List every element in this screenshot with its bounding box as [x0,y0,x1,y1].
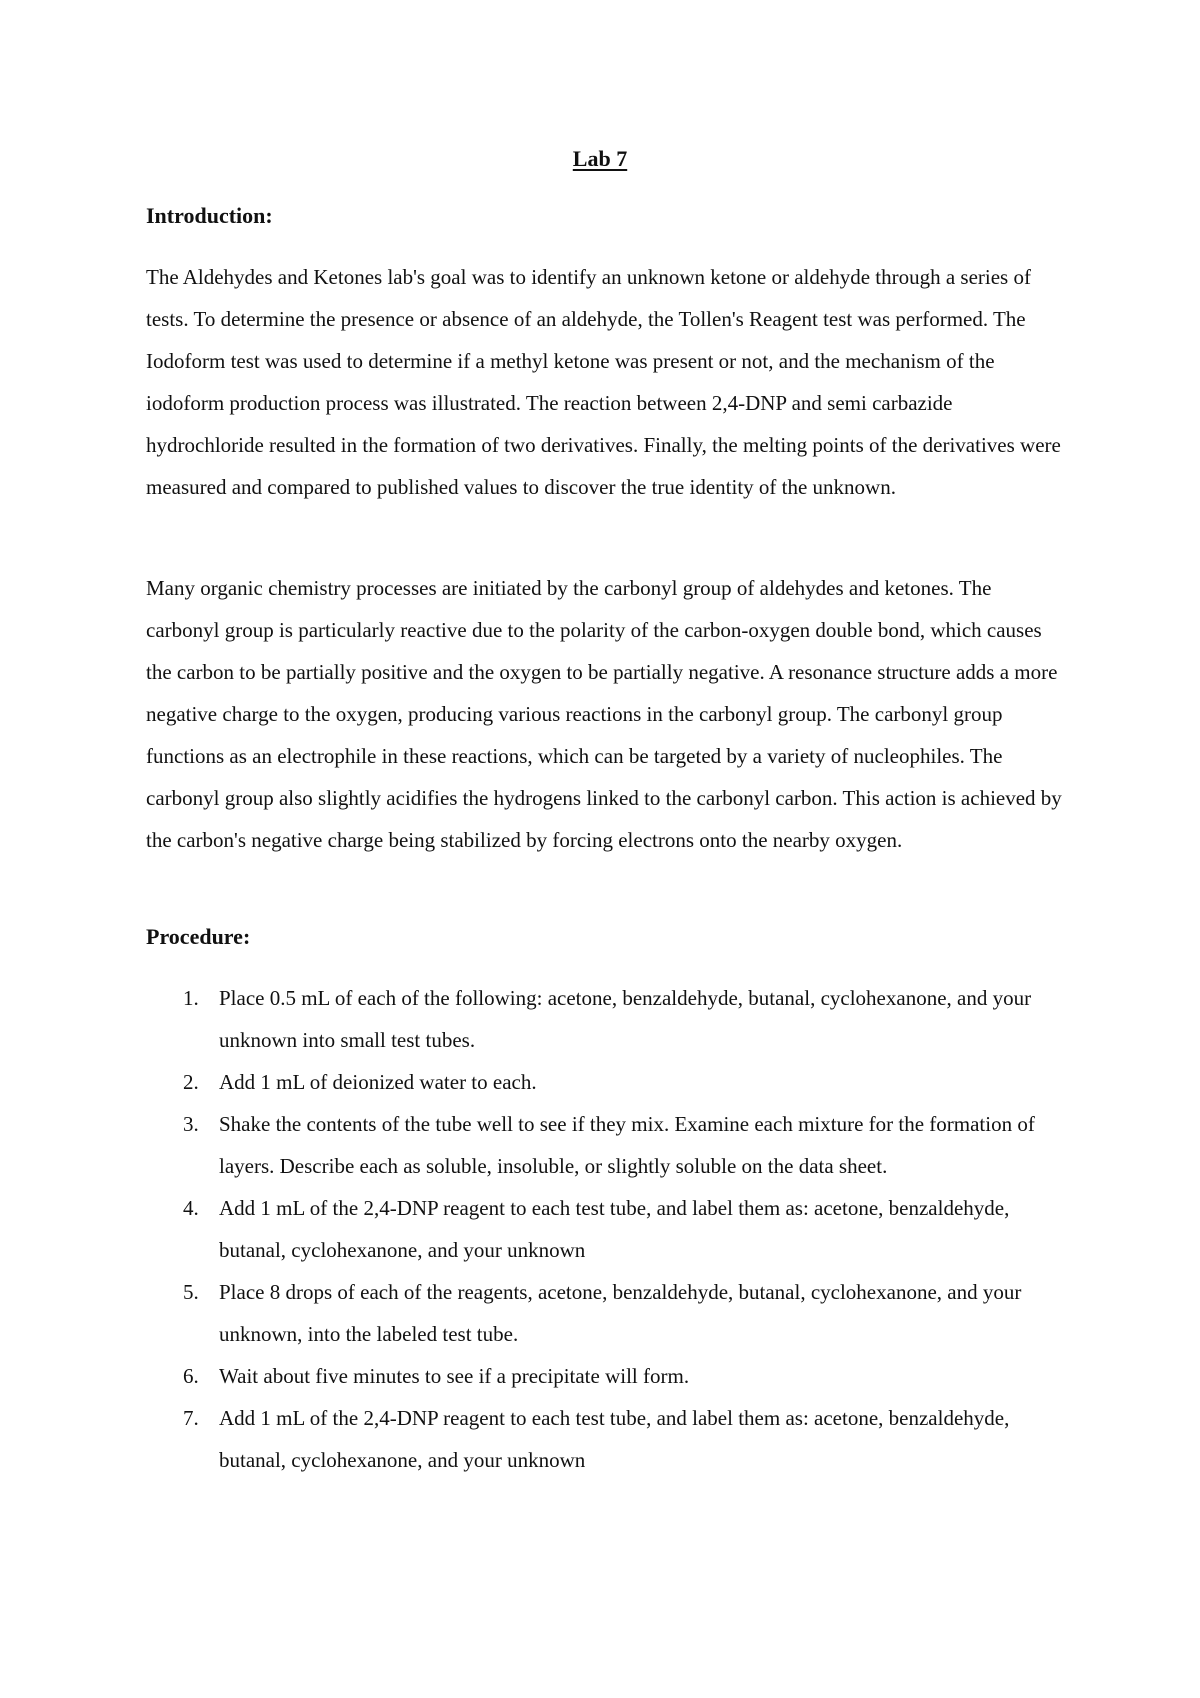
step-number: 1. [183,986,199,1010]
list-item [146,1271,1066,1355]
introduction-paragraph-2: Many organic chemistry processes are initiated by the carbonyl group of aldehydes and ketones. The carbonyl group is particularly reactive due to the polarity of the carbon-oxygen double bond, which causes the carbon to be partially positive and the oxygen to be partially negative. A resonance structure adds a more negative charge to the oxygen, producing various reactions in the carbonyl group. The carbonyl group functions as an electrophile in these reactions, which can be targeted by a variety of nucleophiles. The carbonyl group also slightly acidifies the hydrogens linked to the carbonyl carbon. This action is achieved by the carbon's negative charge being stabilized by forcing electrons onto the nearby oxygen. [146,576,1062,852]
step-number: 6. [183,1364,199,1388]
step-number: 3. [183,1112,199,1136]
step-text: Wait about five minutes to see if a precipitate will form. [219,1364,690,1388]
step-text: Place 0.5 mL of each of the following: acetone, benzaldehyde, butanal, cyclohexanone, and your unknown into small test tubes. [219,986,1032,1052]
procedure-steps [146,977,1066,1481]
step-text: Place 8 drops of each of the reagents, acetone, benzaldehyde, butanal, cyclohexanone, and your unknown, into the labeled test tube. [219,1280,1022,1346]
step-number: 2. [183,1070,199,1094]
introduction-heading: Introduction: [146,203,273,228]
procedure-heading: Procedure: [146,924,251,949]
list-item [146,977,1066,1061]
step-text: Shake the contents of the tube well to see if they mix. Examine each mixture for the formation of layers. Describe each as soluble, insoluble, or slightly soluble on the data sheet. [219,1112,1035,1178]
list-item [146,1355,1066,1397]
step-number: 4. [183,1196,199,1220]
step-number: 7. [183,1406,199,1430]
step-text: Add 1 mL of the 2,4-DNP reagent to each test tube, and label them as: acetone, benzaldehyde, butanal, cyclohexanone, and your unknown [219,1406,1010,1472]
list-item [146,1187,1066,1271]
page-title: Lab 7 [572,146,628,171]
list-item [146,1103,1066,1187]
introduction-paragraph-1: The Aldehydes and Ketones lab's goal was to identify an unknown ketone or aldehyde through a series of tests. To determine the presence or absence of an aldehyde, the Tollen's Reagent test was performed. The Iodoform test was used to determine if a methyl ketone was present or not, and the mechanism of the iodoform production process was illustrated. The reaction between 2,4-DNP and semi carbazide hydrochloride resulted in the formation of two derivatives. Finally, the melting points of the derivatives were measured and compared to published values to discover the true identity of the unknown. [146,265,1061,499]
list-item [146,1061,1066,1103]
step-number: 5. [183,1280,199,1304]
step-text: Add 1 mL of deionized water to each. [219,1070,537,1094]
list-item [146,1397,1066,1481]
step-text: Add 1 mL of the 2,4-DNP reagent to each test tube, and label them as: acetone, benzaldehyde, butanal, cyclohexanone, and your unknown [219,1196,1010,1262]
